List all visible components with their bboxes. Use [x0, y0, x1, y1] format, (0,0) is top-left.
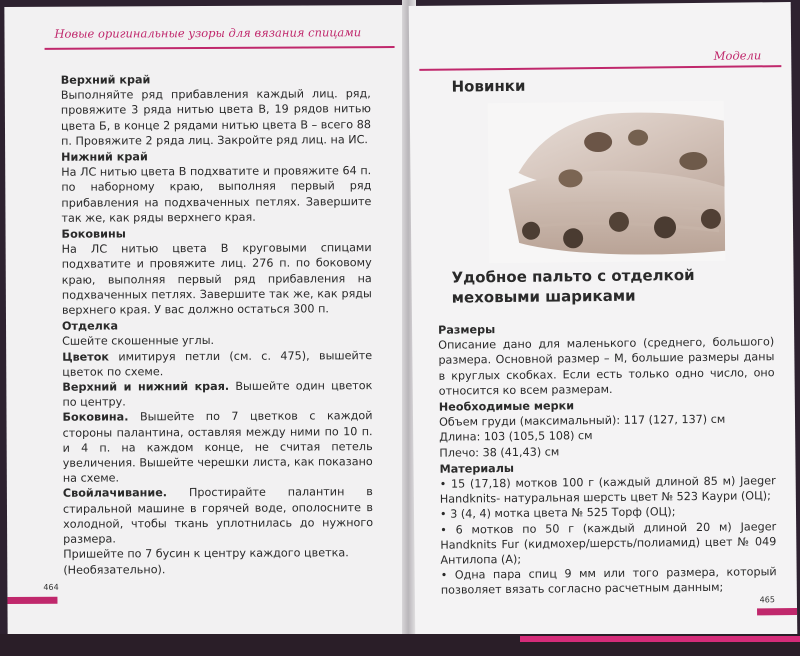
bullet-icon: • [440, 523, 447, 537]
measurement-bust: Объем груди (максимальный): 117 (127, 137) см [438, 412, 726, 429]
coat-photo [488, 101, 726, 263]
text-flower: имитируя петли (см. с. 475), вышейте цветок по схеме. [62, 348, 373, 379]
paragraph-beads: Пришейте по 7 бусин к центру каждого цветка. (Необязательно). [63, 546, 349, 577]
footer-bar-right [757, 608, 797, 615]
paragraph-top-bottom [62, 378, 372, 410]
heading-measurements: Необходимые мерки [438, 399, 575, 414]
bullet-icon: • [440, 568, 448, 582]
paragraph-flower [62, 348, 372, 380]
material-text: 6 мотков по 50 г (каждый длиной 20 м) Jaeger Handknits Fur (кидмохер/шерсть/полиамид) цвет № 049 Антилопа (А); [440, 519, 777, 567]
bullet-icon: • [439, 477, 447, 491]
running-head-left: Новые оригинальные узоры для вязания спицами [54, 25, 362, 41]
text-sides: На ЛС нитью цвета В круговыми спицами подхватите и провяжите лиц. 276 п. по боковому краю, выполняя первый ряд прибавления на подхваченных петлях. Завершите так же, как ряды верхнего края. У вас должно остаться 300 п. [61, 241, 372, 317]
lead-top-bottom: Верхний и нижний края. [62, 379, 230, 394]
paragraph-felting [63, 485, 373, 547]
text-side: Вышейте по 7 цветков с каждой стороны палантина, оставляя между ними по 10 п. и 4 п. на каждом конце, не считая петель увеличения. Вышейте черешки листа, как показано на схеме. [62, 409, 373, 486]
heading-sizes: Размеры [438, 323, 496, 337]
text-bottom-edge: На ЛС нитью цвета В подхватите и провяжите 64 п. по наборному краю, выполняя первый ряд прибавления на подхваченных петлях. Завершите так же, как ряды верхнего края. [61, 164, 372, 225]
page-number-right: 465 [759, 595, 775, 605]
material-item [440, 473, 776, 507]
material-item [440, 519, 776, 568]
footer-bar-left [7, 597, 57, 604]
heading-sides: Боковины [61, 227, 126, 241]
model-title: Удобное пальто с отделкой меховыми шариками [451, 266, 695, 307]
header-rule-left [45, 46, 395, 50]
paragraph-side [62, 409, 372, 487]
heading-bottom-edge: Нижний край [61, 150, 148, 164]
pink-binding-strip [520, 636, 800, 642]
measurement-length: Длина: 103 (105,5 108) см [439, 429, 593, 445]
page-number-left: 464 [43, 582, 59, 592]
text-sizes: Описание дано для маленького (среднего, большого) размера. Основной размер – М, большие размеры даны в круглых скобках. Если есть только одно число, оно относится ко всем размерам. [438, 335, 775, 398]
bullet-icon: • [439, 508, 447, 522]
lead-side: Боковина. [62, 410, 129, 425]
heading-finishing: Отделка [61, 319, 119, 334]
material-text: Одна пара спиц 9 мм или того размера, который позволяет вязать согласно расчетным данным; [440, 565, 777, 598]
running-head-right: Модели [713, 48, 762, 63]
material-item [441, 564, 777, 598]
measurement-shoulder: Плечо: 38 (41,43) см [439, 445, 560, 460]
lead-felting: Свойлачивание. [62, 486, 168, 501]
right-page [409, 2, 798, 640]
heading-materials: Материалы [439, 461, 515, 476]
left-page [4, 5, 411, 637]
text-finishing: Сшейте скошенные углы. [62, 334, 215, 349]
text-felting: Простирайте палантин в стиральной машине в горячей воде, ополосните в холодной, чтобы ткань уплотнилась до нужного размера. [62, 485, 374, 546]
heading-top-edge: Верхний край [60, 73, 151, 87]
material-text: 3 (4, 4) мотка цвета № 525 Торф (ОЦ); [450, 505, 676, 522]
lead-flower: Цветок [62, 350, 110, 364]
coat-photo-illustration [488, 101, 726, 263]
book-bottom-edge [0, 634, 800, 656]
right-page-body [438, 318, 777, 598]
text-top-bottom: Вышейте один цветок по центру. [62, 379, 373, 410]
section-title: Новинки [451, 76, 526, 96]
left-page-body [61, 70, 374, 577]
material-text: 15 (17,18) мотков 100 г (каждый длиной 85 м) Jaeger Handknits- натуральная шерсть цвет № 523 Каури (ОЦ); [439, 474, 776, 506]
text-top-edge: Выполняйте ряд прибавления каждый лиц. ряд, провяжите 3 ряда нитью цвета В, 19 рядов нитью цвета Б, в конце 2 рядами нитью цвета В – всего 88 п. Провяжите 2 ряда лиц. Закройте ряд лиц. на ИС. [60, 87, 372, 148]
header-rule-right [419, 65, 781, 71]
